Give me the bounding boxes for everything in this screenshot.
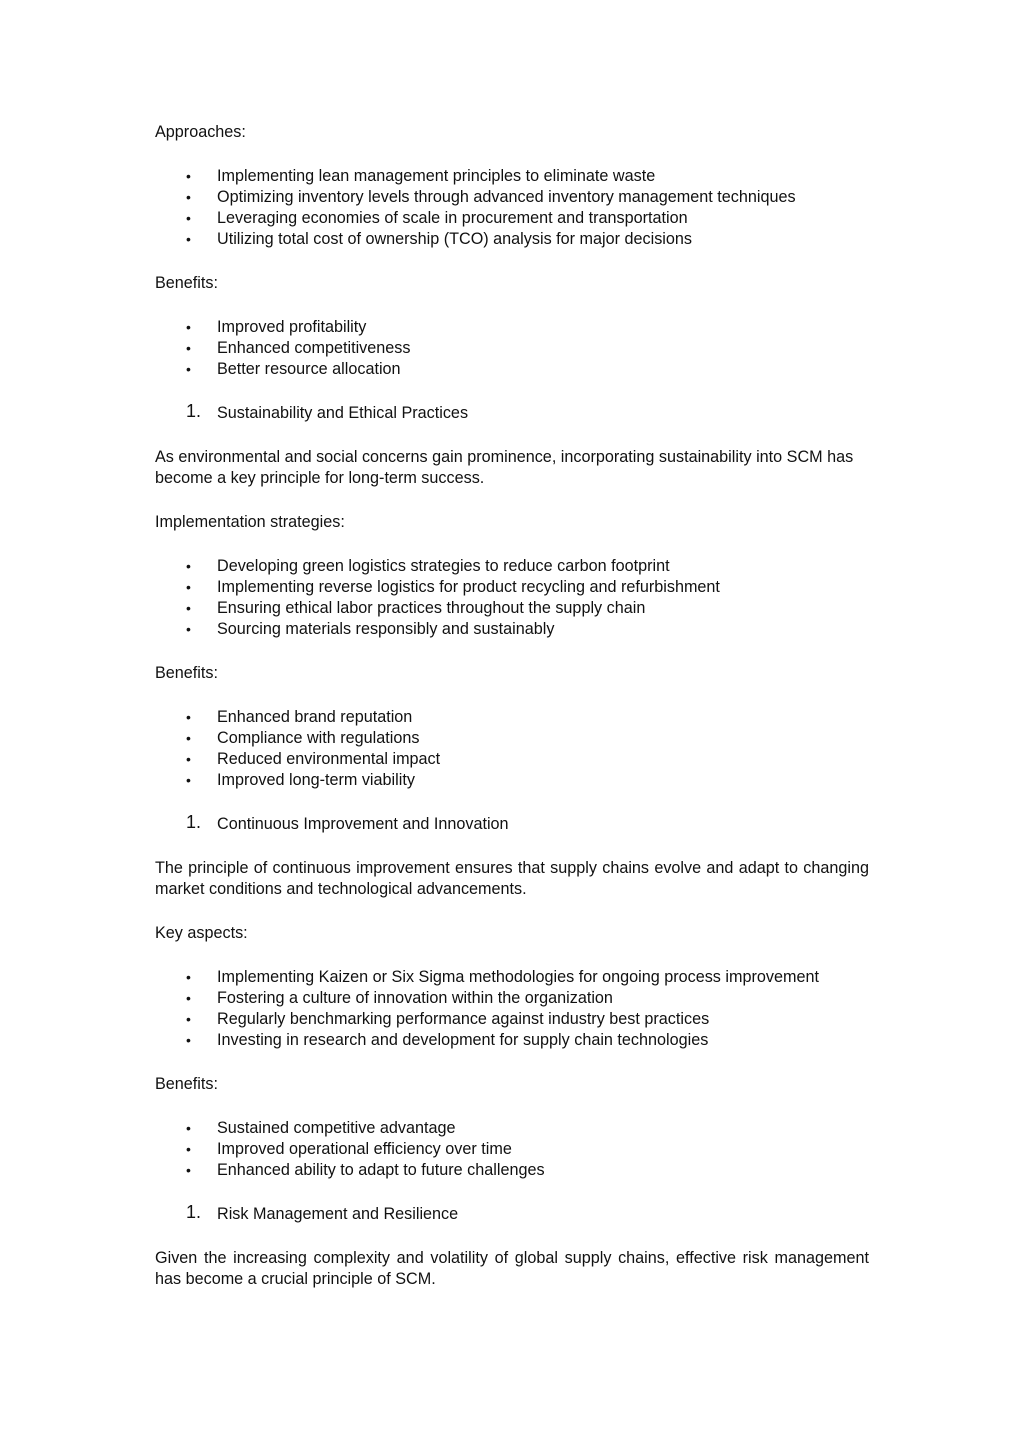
section-heading [155,1204,869,1225]
list-item-text: Developing green logistics strategies to reduce carbon footprint [217,557,670,575]
list-item-text: Utilizing total cost of ownership (TCO) analysis for major decisions [217,230,693,248]
bullet-icon: • [186,579,191,595]
paragraph: Implementation strategies: [155,513,345,531]
bullet-icon: • [186,558,191,574]
bullet-icon: • [186,751,191,767]
bullet-icon: • [186,231,191,247]
bullet-list [155,556,869,640]
list-item-text: Investing in research and development for supply chain technologies [217,1031,709,1049]
list-item-text: Reduced environmental impact [217,750,441,768]
bullet-icon: • [186,969,191,985]
list-item [155,187,869,208]
heading-number: 1. [186,1202,202,1222]
bullet-icon: • [186,168,191,184]
bullet-icon: • [186,621,191,637]
bullet-icon: • [186,1120,191,1136]
bullet-icon: • [186,600,191,616]
list-item [155,338,869,359]
list-item-text: Ensuring ethical labor practices throughout the supply chain [217,599,646,617]
bullet-list [155,1118,869,1181]
list-item [155,749,869,770]
list-item-text: Fostering a culture of innovation within the organization [217,989,613,1007]
list-item [155,1030,869,1051]
list-item-text: Sustained competitive advantage [217,1119,456,1137]
bullet-icon: • [186,189,191,205]
heading-text: Continuous Improvement and Innovation [217,815,509,833]
bullet-icon: • [186,1141,191,1157]
list-item-text: Implementing lean management principles to eliminate waste [217,167,656,185]
bullet-icon: • [186,210,191,226]
list-item-text: Compliance with regulations [217,729,420,747]
list-item-text: Enhanced brand reputation [217,708,413,726]
paragraph: The principle of continuous improvement ensures that supply chains evolve and adapt to changing market conditions and technological advancements. [155,859,869,898]
bullet-list [155,707,869,791]
bullet-icon: • [186,340,191,356]
bullet-icon: • [186,772,191,788]
heading-number: 1. [186,401,202,421]
list-item-text: Improved long-term viability [217,771,415,789]
list-item-text: Improved operational efficiency over time [217,1140,512,1158]
section-heading [155,814,869,835]
list-item [155,1009,869,1030]
bullet-icon: • [186,361,191,377]
list-item-text: Sourcing materials responsibly and sustainably [217,620,555,638]
list-item [155,619,869,640]
list-item [155,770,869,791]
list-item [155,707,869,728]
list-item [155,359,869,380]
bullet-list [155,967,869,1051]
paragraph: Approaches: [155,123,246,141]
bullet-icon: • [186,730,191,746]
bullet-icon: • [186,1162,191,1178]
list-item-text: Better resource allocation [217,360,401,378]
list-item [155,967,869,988]
list-item-text: Optimizing inventory levels through advanced inventory management techniques [217,188,796,206]
bullet-icon: • [186,990,191,1006]
heading-number: 1. [186,812,202,832]
list-item [155,1118,869,1139]
paragraph: Benefits: [155,274,218,292]
list-item [155,166,869,187]
list-item [155,1139,869,1160]
section-heading [155,403,869,424]
list-item [155,577,869,598]
list-item-text: Enhanced competitiveness [217,339,411,357]
document-page [155,122,869,1313]
list-item [155,208,869,229]
list-item [155,229,869,250]
list-item-text: Enhanced ability to adapt to future challenges [217,1161,545,1179]
bullet-icon: • [186,1032,191,1048]
bullet-list [155,317,869,380]
list-item [155,556,869,577]
paragraph: Benefits: [155,664,218,682]
paragraph: Given the increasing complexity and volatility of global supply chains, effective risk management has become a crucial principle of SCM. [155,1249,869,1288]
bullet-list [155,166,869,250]
bullet-icon: • [186,319,191,335]
list-item [155,1160,869,1181]
heading-text: Risk Management and Resilience [217,1205,459,1223]
bullet-icon: • [186,1011,191,1027]
paragraph: As environmental and social concerns gain prominence, incorporating sustainability into SCM has become a key principle for long-term success. [155,448,854,487]
list-item-text: Improved profitability [217,318,367,336]
list-item [155,988,869,1009]
list-item [155,317,869,338]
bullet-icon: • [186,709,191,725]
list-item-text: Regularly benchmarking performance against industry best practices [217,1010,710,1028]
paragraph: Benefits: [155,1075,218,1093]
list-item [155,728,869,749]
list-item-text: Leveraging economies of scale in procurement and transportation [217,209,688,227]
heading-text: Sustainability and Ethical Practices [217,404,469,422]
list-item-text: Implementing reverse logistics for product recycling and refurbishment [217,578,720,596]
paragraph: Key aspects: [155,924,248,942]
list-item [155,598,869,619]
list-item-text: Implementing Kaizen or Six Sigma methodologies for ongoing process improvement [217,968,819,986]
